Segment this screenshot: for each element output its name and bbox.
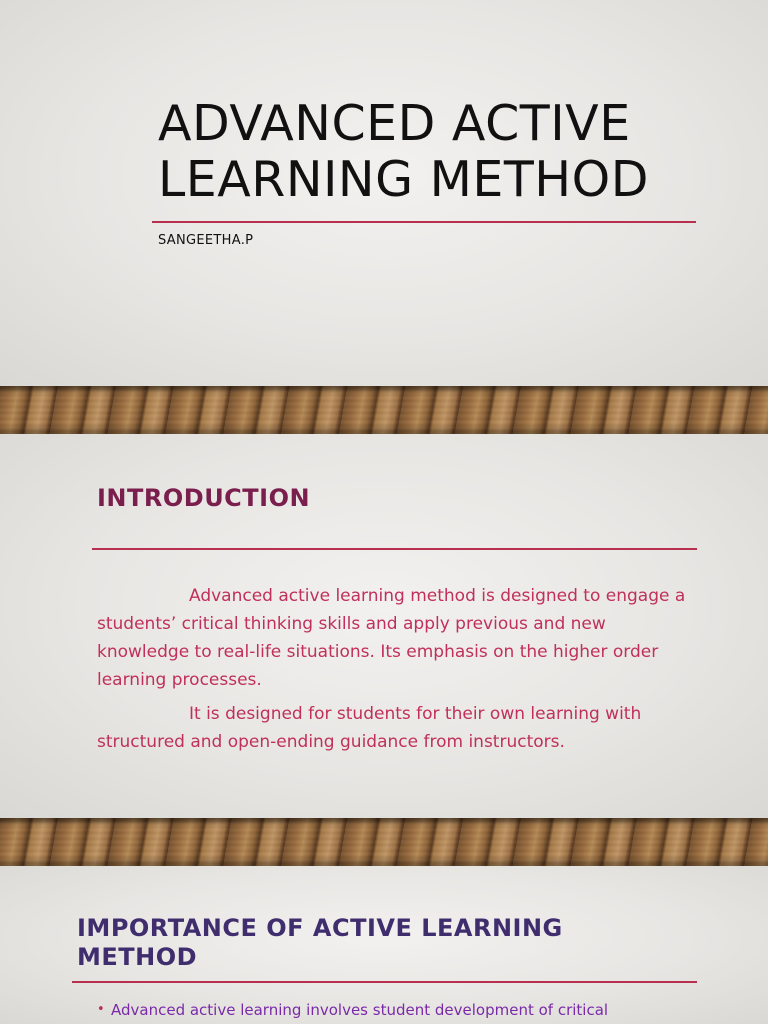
title-divider — [152, 221, 696, 223]
slide-title-line-1: ADVANCED ACTIVE — [158, 95, 631, 152]
bullet-icon: • — [97, 1002, 105, 1017]
introduction-paragraph-1: Advanced active learning method is designed to engage a students’ critical thinking skills and apply previous and new knowledge to real-life situations. Its emphasis on the higher order learning processes. — [97, 586, 686, 690]
bullet-text: Advanced active learning involves student development of critical — [111, 1001, 609, 1019]
author-name: SANGEETHA.P — [158, 233, 254, 248]
importance-slide — [0, 866, 768, 1024]
title-slide — [0, 0, 768, 386]
importance-bullet-list — [97, 999, 608, 1021]
importance-divider — [72, 981, 697, 983]
introduction-heading: INTRODUCTION — [97, 484, 311, 512]
wood-floor-divider — [0, 386, 768, 434]
slide-title-line-2: LEARNING METHOD — [158, 151, 649, 208]
introduction-paragraph-2: It is designed for students for their own learning with structured and open-ending guidance from instructors. — [97, 704, 642, 752]
slide-title — [158, 96, 718, 208]
list-item — [97, 999, 608, 1021]
introduction-divider — [92, 548, 697, 550]
importance-heading: IMPORTANCE OF ACTIVE LEARNING METHOD — [77, 914, 563, 971]
wood-floor-divider — [0, 818, 768, 866]
introduction-slide — [0, 434, 768, 818]
